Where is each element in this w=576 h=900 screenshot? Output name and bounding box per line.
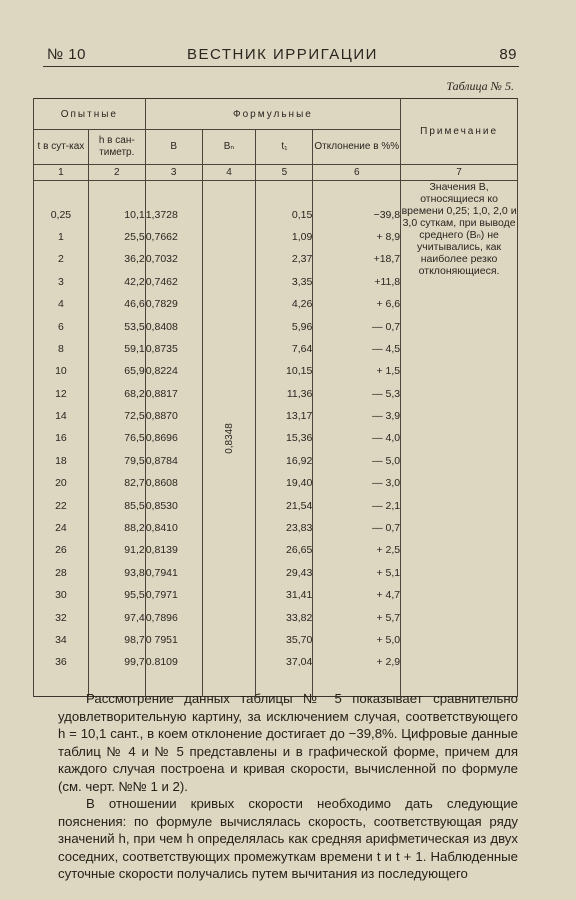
cell-t: 4 [34,293,89,315]
col-number: 3 [145,165,202,181]
cell-t: 32 [34,606,89,628]
col-header-note: Примечание [401,99,518,165]
cell-deviation: — 5,3 [313,383,401,405]
cell-b: 0,8817 [145,383,202,405]
cell-t1: 35,70 [256,629,313,651]
col-header-t: t в сут-ках [34,130,89,165]
cell-t: 6 [34,315,89,337]
cell-b: 0,7662 [145,226,202,248]
cell-t1: 21,54 [256,494,313,516]
cell-t: 18 [34,450,89,472]
cell-deviation: + 6,6 [313,293,401,315]
cell-t: 10 [34,360,89,382]
cell-t1: 19,40 [256,472,313,494]
cell-t: 34 [34,629,89,651]
group-header-experimental: Опытные [34,99,146,130]
paragraph: Рассмотрение данных таблицы № 5 показывает сравнительно удовлетворительную картину, за исключением случая, соответствующего h = 10,1 сант., в коем отклонение достигает до −39,8%. Цифровые данные таблиц № 4 и № 5 представлены и в графической форме, причем для каждого случая построена и кривая скорости, вычисленной по формуле (см. черт. №№ 1 и 2). [58,691,518,794]
page-number: 89 [499,46,517,63]
cell-t1: 31,41 [256,584,313,606]
cell-deviation: + 5,1 [313,562,401,584]
cell-b: 0,8408 [145,315,202,337]
cell-h: 65,9 [88,360,145,382]
bn-mean-value [202,181,256,697]
cell-deviation: — 4,5 [313,338,401,360]
header-rule [43,66,519,67]
cell-t1: 37,04 [256,651,313,673]
cell-t1: 0,15 [256,203,313,225]
cell-t: 0,25 [34,203,89,225]
cell-deviation: — 4,0 [313,427,401,449]
cell-b: 0,8224 [145,360,202,382]
cell-b: 0,8410 [145,517,202,539]
cell-t1: 3,35 [256,271,313,293]
table-caption: Таблица № 5. [446,79,514,93]
cell-b: 0,7971 [145,584,202,606]
cell-t: 3 [34,271,89,293]
cell-h: 25,5 [88,226,145,248]
cell-h: 79,5 [88,450,145,472]
group-header-formula: Формульные [145,99,400,130]
cell-deviation: — 3,0 [313,472,401,494]
cell-t: 1 [34,226,89,248]
cell-t: 28 [34,562,89,584]
cell-t1: 10,15 [256,360,313,382]
cell-t1: 7,64 [256,338,313,360]
data-table [33,98,518,697]
bn-value-text: 0,8348 [223,423,235,455]
col-number: 5 [256,165,313,181]
cell-b: 0,7462 [145,271,202,293]
note-cell: Значения B, относящиеся ко времени 0,25; 1,0, 2,0 и 3,0 суткам, при выводе среднего (Bₙ) не учитывались, как наиболее резко отклоняющиеся. [401,181,518,697]
cell-b: 0,8784 [145,450,202,472]
cell-deviation: + 5,7 [313,606,401,628]
cell-deviation: — 0,7 [313,517,401,539]
cell-h: 10,1 [88,203,145,225]
cell-b: 0,8139 [145,539,202,561]
cell-t1: 15,36 [256,427,313,449]
cell-h: 85,5 [88,494,145,516]
col-header-b: B [145,130,202,165]
cell-h: 72,5 [88,405,145,427]
cell-b: 0,7896 [145,606,202,628]
cell-b: 0,7032 [145,248,202,270]
cell-b: 0 7951 [145,629,202,651]
issue-number: № 10 [47,46,86,63]
cell-deviation: +11,8 [313,271,401,293]
cell-t: 30 [34,584,89,606]
cell-h: 59,1 [88,338,145,360]
cell-h: 99,7 [88,651,145,673]
cell-t1: 5,96 [256,315,313,337]
col-header-t1: t₁ [256,130,313,165]
cell-deviation: −39,8 [313,203,401,225]
col-number: 2 [88,165,145,181]
col-number: 1 [34,165,89,181]
cell-t1: 23,83 [256,517,313,539]
cell-t: 20 [34,472,89,494]
cell-h: 68,2 [88,383,145,405]
cell-t1: 29,43 [256,562,313,584]
cell-h: 53,5 [88,315,145,337]
cell-deviation: +18,7 [313,248,401,270]
cell-t: 14 [34,405,89,427]
cell-t: 36 [34,651,89,673]
cell-b: 0,8696 [145,427,202,449]
col-number: 6 [313,165,401,181]
cell-t1: 11,36 [256,383,313,405]
cell-b: 0.8109 [145,651,202,673]
cell-b: 0,7941 [145,562,202,584]
cell-b: 0,8608 [145,472,202,494]
cell-h: 76,5 [88,427,145,449]
cell-b: 0,8735 [145,338,202,360]
cell-h: 95,5 [88,584,145,606]
cell-b: 0,7829 [145,293,202,315]
col-number: 7 [401,165,518,181]
cell-h: 82,7 [88,472,145,494]
cell-t: 22 [34,494,89,516]
cell-deviation: — 3,9 [313,405,401,427]
cell-deviation: + 5,0 [313,629,401,651]
cell-deviation: + 4,7 [313,584,401,606]
cell-h: 46,6 [88,293,145,315]
cell-t: 26 [34,539,89,561]
cell-t1: 4,26 [256,293,313,315]
journal-title: ВЕСТНИК ИРРИГАЦИИ [187,46,378,63]
paragraph: В отношении кривых скорости необходимо дать следующие пояснения: по формуле вычислялась скорость, соответствующая ряду значений h, при чем h определялась как средняя арифметическая из двух соседних, соответствующих промежуткам времени t и t + 1. Наблюденные суточные скорости получались путем вычитания из последующего [58,796,518,881]
cell-h: 88,2 [88,517,145,539]
cell-h: 42,2 [88,271,145,293]
cell-h: 36,2 [88,248,145,270]
col-header-deviation: Отклонение в %% [313,130,401,165]
col-header-bn: Bₙ [202,130,256,165]
cell-deviation: + 1,5 [313,360,401,382]
cell-t: 24 [34,517,89,539]
cell-t1: 13,17 [256,405,313,427]
cell-h: 91,2 [88,539,145,561]
cell-t1: 33,82 [256,606,313,628]
cell-t1: 2,37 [256,248,313,270]
cell-t: 12 [34,383,89,405]
body-text [58,690,518,883]
cell-t: 8 [34,338,89,360]
col-number: 4 [202,165,256,181]
cell-b: 0,8870 [145,405,202,427]
cell-deviation: — 0,7 [313,315,401,337]
cell-h: 98,7 [88,629,145,651]
cell-deviation: + 2,5 [313,539,401,561]
page-header [47,44,517,66]
col-header-h: h в сан-тиметр. [88,130,145,165]
cell-t: 16 [34,427,89,449]
cell-deviation: — 5,0 [313,450,401,472]
cell-t1: 26,65 [256,539,313,561]
cell-deviation: + 2,9 [313,651,401,673]
cell-b: 1,3728 [145,203,202,225]
cell-h: 97,4 [88,606,145,628]
cell-t: 2 [34,248,89,270]
cell-deviation: + 8,9 [313,226,401,248]
cell-deviation: — 2,1 [313,494,401,516]
cell-b: 0,8530 [145,494,202,516]
cell-t1: 16,92 [256,450,313,472]
cell-t1: 1,09 [256,226,313,248]
cell-h: 93,8 [88,562,145,584]
